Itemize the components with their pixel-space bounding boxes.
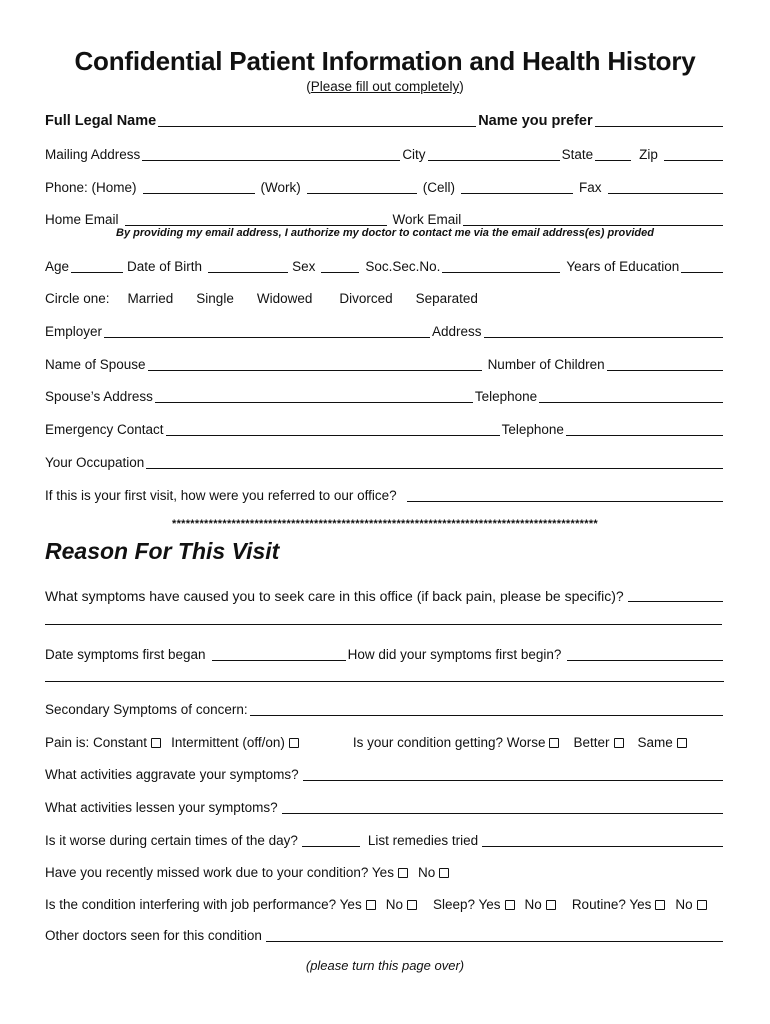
remedies-field[interactable] (482, 832, 723, 847)
date-began-field[interactable] (212, 646, 346, 661)
spouse-address-field[interactable] (155, 388, 473, 403)
occupation-row (45, 453, 725, 471)
spouse-name-field[interactable] (148, 356, 482, 371)
state-label: State (561, 147, 594, 162)
sleep-yes-checkbox[interactable] (505, 900, 515, 910)
onset-extra-line[interactable] (45, 681, 724, 682)
secondary-field[interactable] (250, 701, 723, 716)
demographics-row (45, 257, 725, 275)
symptoms-row (45, 586, 725, 604)
sex-field[interactable] (321, 258, 359, 273)
spouse-address-row (45, 387, 725, 405)
age-field[interactable] (71, 258, 123, 273)
sleep-no-checkbox[interactable] (546, 900, 556, 910)
routine-no-label: No (675, 897, 693, 912)
condition-same-label: Same (637, 735, 673, 750)
lessen-field[interactable] (282, 799, 723, 814)
emergency-row (45, 420, 725, 438)
mailing-address-label: Mailing Address (45, 147, 141, 162)
how-began-label: How did your symptoms first begin? (347, 647, 562, 662)
marital-single[interactable]: Single (196, 291, 234, 306)
referral-row (45, 486, 725, 504)
state-field[interactable] (595, 146, 631, 161)
job-yes-checkbox[interactable] (366, 900, 376, 910)
cell-label: (Cell) (422, 180, 456, 195)
spouse-telephone-label: Telephone (474, 389, 538, 404)
referral-label: If this is your first visit, how were you referred to our office? (45, 488, 397, 503)
soc-sec-field[interactable] (442, 258, 560, 273)
form-title: Confidential Patient Information and Health History (74, 46, 696, 76)
pain-constant-label: Pain is: Constant (45, 735, 148, 750)
condition-same-checkbox[interactable] (677, 738, 687, 748)
work-email-label: Work Email (392, 212, 462, 227)
worse-times-row (45, 831, 725, 849)
number-children-field[interactable] (607, 356, 723, 371)
emergency-contact-field[interactable] (166, 421, 500, 436)
form-subtitle: (Please fill out completely) (306, 79, 464, 94)
worse-times-field[interactable] (302, 832, 360, 847)
symptoms-extra-line[interactable] (45, 624, 722, 625)
marital-row (45, 289, 725, 307)
cell-field[interactable] (461, 179, 573, 194)
work-phone-label: (Work) (260, 180, 301, 195)
mailing-address-field[interactable] (142, 146, 400, 161)
spouse-name-label: Name of Spouse (45, 357, 146, 372)
secondary-label: Secondary Symptoms of concern: (45, 702, 248, 717)
spouse-row (45, 355, 725, 373)
date-of-birth-label: Date of Birth (127, 259, 203, 274)
employer-address-label: Address (432, 324, 482, 339)
condition-better-label: Better (573, 735, 610, 750)
full-legal-name-field[interactable] (158, 112, 476, 127)
symptoms-field[interactable] (628, 587, 723, 602)
spouse-telephone-field[interactable] (539, 388, 723, 403)
employer-field[interactable] (104, 323, 430, 338)
pain-intermittent-checkbox[interactable] (289, 738, 299, 748)
date-of-birth-field[interactable] (208, 258, 288, 273)
turn-page-note: (please turn this page over) (305, 958, 465, 973)
marital-divorced[interactable]: Divorced (339, 291, 393, 306)
phone-row (45, 178, 725, 196)
missed-work-no-checkbox[interactable] (439, 868, 449, 878)
emergency-contact-label: Emergency Contact (45, 422, 164, 437)
interfering-row (45, 895, 725, 913)
soc-sec-label: Soc.Sec.No. (365, 259, 441, 274)
employer-address-field[interactable] (484, 323, 723, 338)
condition-worse-label: Is your condition getting? Worse (352, 735, 546, 750)
marital-widowed[interactable]: Widowed (256, 291, 313, 306)
full-legal-name-label: Full Legal Name (45, 113, 157, 129)
employer-row (45, 322, 725, 340)
missed-work-no-label: No (417, 865, 436, 880)
section-divider: ********************************************************************************************* (171, 518, 598, 530)
how-began-field[interactable] (567, 646, 723, 661)
spouse-address-label: Spouse’s Address (45, 389, 153, 404)
condition-better-checkbox[interactable] (614, 738, 624, 748)
other-doctors-field[interactable] (266, 927, 723, 942)
zip-field[interactable] (664, 146, 723, 161)
job-no-checkbox[interactable] (407, 900, 417, 910)
city-label: City (402, 147, 426, 162)
pain-constant-checkbox[interactable] (151, 738, 161, 748)
years-education-field[interactable] (681, 258, 723, 273)
worse-times-label: Is it worse during certain times of the day? (45, 833, 298, 848)
work-phone-field[interactable] (307, 179, 417, 194)
reason-heading: Reason For This Visit (45, 538, 280, 564)
other-doctors-label: Other doctors seen for this condition (45, 928, 262, 943)
pain-row (45, 733, 725, 751)
email-consent-note: By providing my email address, I authorize my doctor to contact me via the email address(es) provided (116, 227, 654, 239)
sex-label: Sex (292, 259, 316, 274)
aggravate-label: What activities aggravate your symptoms? (45, 767, 299, 782)
lessen-row (45, 798, 725, 816)
occupation-label: Your Occupation (45, 455, 145, 470)
job-no-label: No (385, 897, 403, 912)
fax-field[interactable] (608, 179, 723, 194)
emergency-telephone-label: Telephone (501, 422, 564, 437)
routine-yes-checkbox[interactable] (655, 900, 665, 910)
condition-worse-checkbox[interactable] (549, 738, 559, 748)
onset-row (45, 645, 725, 663)
work-email-field[interactable] (463, 211, 723, 226)
secondary-row (45, 700, 725, 718)
marital-married[interactable]: Married (127, 291, 174, 306)
routine-no-checkbox[interactable] (697, 900, 707, 910)
name-you-prefer-field[interactable] (595, 112, 723, 127)
age-label: Age (45, 259, 70, 274)
referral-field[interactable] (407, 487, 723, 502)
routine-label: Routine? Yes (571, 897, 652, 912)
emergency-telephone-field[interactable] (566, 421, 723, 436)
other-doctors-row (45, 926, 725, 944)
fax-label: Fax (579, 180, 602, 195)
email-row (45, 210, 725, 228)
phone-home-label: Phone: (Home) (45, 180, 137, 195)
name-you-prefer-label: Name you prefer (478, 113, 593, 129)
missed-work-yes-checkbox[interactable] (398, 868, 408, 878)
remedies-label: List remedies tried (367, 833, 479, 848)
pain-intermittent-label: Intermittent (off/on) (171, 735, 285, 750)
zip-label: Zip (639, 147, 658, 162)
years-education-label: Years of Education (566, 259, 680, 274)
missed-work-row (45, 863, 725, 881)
symptoms-question: What symptoms have caused you to seek care in this office (if back pain, please be specific)? (45, 588, 624, 604)
date-began-label: Date symptoms first began (45, 647, 206, 662)
missed-work-label: Have you recently missed work due to your condition? Yes (45, 865, 394, 880)
marital-separated[interactable]: Separated (415, 291, 478, 306)
mailing-row (45, 145, 725, 163)
sleep-label: Sleep? Yes (432, 897, 501, 912)
home-email-label: Home Email (45, 212, 119, 227)
job-performance-label: Is the condition interfering with job performance? Yes (45, 897, 362, 912)
subtitle-text: Please fill out completely (310, 79, 460, 94)
occupation-field[interactable] (146, 454, 723, 469)
aggravate-row (45, 765, 725, 783)
phone-home-field[interactable] (143, 179, 255, 194)
name-row (45, 111, 725, 129)
city-field[interactable] (428, 146, 560, 161)
number-children-label: Number of Children (487, 357, 605, 372)
aggravate-field[interactable] (303, 766, 723, 781)
lessen-label: What activities lessen your symptoms? (45, 800, 278, 815)
home-email-field[interactable] (125, 211, 387, 226)
sleep-no-label: No (524, 897, 542, 912)
circle-one-label: Circle one: (45, 291, 110, 306)
employer-label: Employer (45, 324, 103, 339)
